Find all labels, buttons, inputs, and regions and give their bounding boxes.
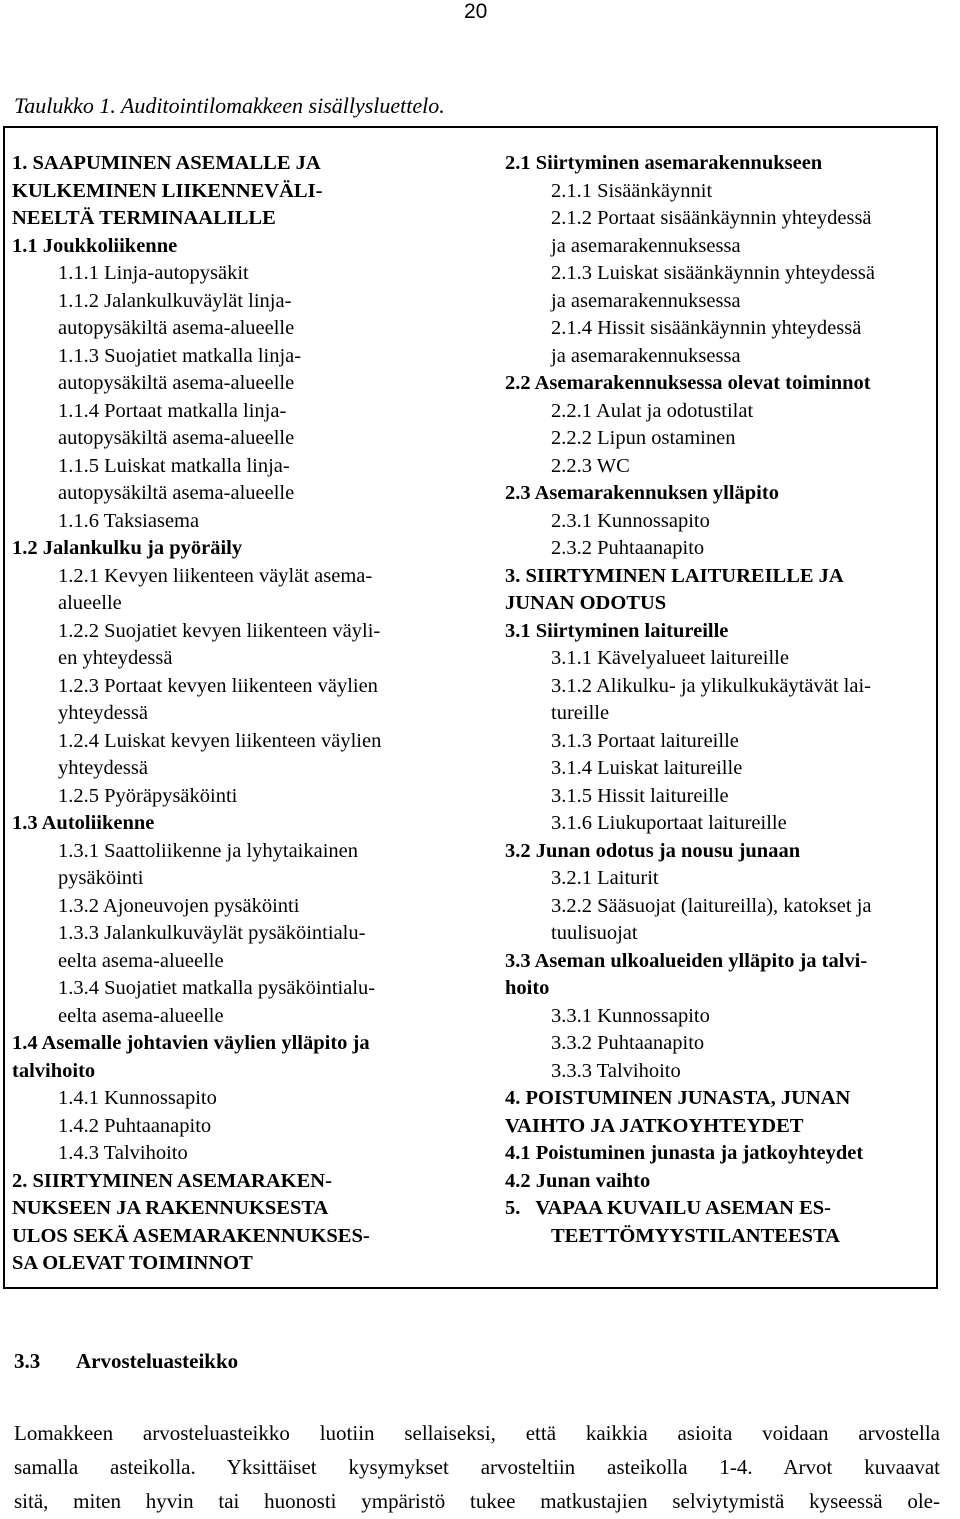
toc-entry: ja asemarakennuksessa <box>551 289 741 312</box>
toc-entry: 1.2.1 Kevyen liikenteen väylät asema- <box>58 564 373 587</box>
body-paragraph <box>14 1416 940 1518</box>
toc-entry: ULOS SEKÄ ASEMARAKENNUKSES- <box>12 1224 370 1247</box>
toc-entry: 4.1 Poistuminen junasta ja jatkoyhteydet <box>505 1142 864 1164</box>
toc-entry: 2.1.3 Luiskat sisäänkäynnin yhteydessä <box>551 262 875 284</box>
toc-entry: 1.3.4 Suojatiet matkalla pysäköintialu- <box>58 977 376 999</box>
toc-entry: ja asemarakennuksessa <box>551 234 741 257</box>
toc-entry: 1.4.2 Puhtaanapito <box>58 1114 212 1137</box>
paragraph-line: Lomakkeen arvosteluasteikko luotiin sellaiseksi, että kaikkia asioita voidaan arvostella <box>14 1421 940 1445</box>
toc-entry: 3.1.3 Portaat laitureille <box>551 729 739 752</box>
toc-entry: KULKEMINEN LIIKENNEVÄLI- <box>12 179 323 202</box>
toc-entry: 2. SIIRTYMINEN ASEMARAKEN- <box>12 1169 332 1192</box>
toc-entry: 1.1.5 Luiskat matkalla linja- <box>58 454 290 477</box>
toc-entry: tuulisuojat <box>551 922 638 944</box>
toc-entry: 1.2.2 Suojatiet kevyen liikenteen väyli- <box>58 619 381 642</box>
toc-entry: ja asemarakennuksessa <box>551 344 741 367</box>
toc-entry: yhteydessä <box>58 702 148 724</box>
toc-entry: 3.2 Junan odotus ja nousu junaan <box>505 839 801 862</box>
toc-entry: 4. POISTUMINEN JUNASTA, JUNAN <box>505 1087 851 1109</box>
toc-entry: 2.3.2 Puhtaanapito <box>551 537 705 559</box>
toc-entry: eelta asema-alueelle <box>58 949 224 972</box>
toc-entry: autopysäkiltä asema-alueelle <box>58 482 295 504</box>
toc-entry: 1.1.1 Linja-autopysäkit <box>58 262 249 284</box>
toc-entry: 3.3.3 Talvihoito <box>551 1059 681 1082</box>
toc-entry: 2.1 Siirtyminen asemarakennukseen <box>505 152 823 174</box>
toc-entry: 1.3.3 Jalankulkuväylät pysäköintialu- <box>58 922 366 944</box>
toc-entry: tureille <box>551 702 610 724</box>
toc-entry: 1.3.2 Ajoneuvojen pysäköinti <box>58 894 300 917</box>
toc-entry: en yhteydessä <box>58 647 173 669</box>
toc-entry: 1.2 Jalankulku ja pyöräily <box>12 537 243 559</box>
toc-entry: 2.1.4 Hissit sisäänkäynnin yhteydessä <box>551 317 862 339</box>
toc-entry: autopysäkiltä asema-alueelle <box>58 427 295 449</box>
toc-entry: 1.2.3 Portaat kevyen liikenteen väylien <box>58 674 378 697</box>
toc-entry: 3.2.2 Sääsuojat (laitureilla), katokset ja <box>551 894 872 917</box>
toc-left-column <box>12 150 482 1278</box>
toc-entry: 3.3.2 Puhtaanapito <box>551 1032 705 1054</box>
toc-entry: 3. SIIRTYMINEN LAITUREILLE JA <box>505 564 844 587</box>
toc-entry: 2.2.2 Lipun ostaminen <box>551 427 736 449</box>
toc-right-column <box>505 150 935 1250</box>
section-heading <box>14 1349 238 1374</box>
toc-entry: 4.2 Junan vaihto <box>505 1169 651 1192</box>
toc-entry: 2.1.1 Sisäänkäynnit <box>551 179 713 202</box>
toc-entry: 3.1.1 Kävelyalueet laitureille <box>551 647 789 669</box>
toc-entry: VAIHTO JA JATKOYHTEYDET <box>505 1114 804 1137</box>
toc-entry: 3.3 Aseman ulkoalueiden ylläpito ja talvi- <box>505 949 868 972</box>
paragraph-line: samalla asteikolla. Yksittäiset kysymykset arvosteltiin asteikolla 1-4. Arvot kuvaavat <box>14 1455 940 1479</box>
toc-entry: 2.1.2 Portaat sisäänkäynnin yhteydessä <box>551 207 872 229</box>
toc-entry: 1. SAAPUMINEN ASEMALLE JA <box>12 152 321 174</box>
toc-entry: eelta asema-alueelle <box>58 1004 224 1027</box>
toc-entry: 1.4 Asemalle johtavien väylien ylläpito ja <box>12 1032 370 1054</box>
toc-entry: 3.1.2 Alikulku- ja ylikulkukäytävät lai- <box>551 674 871 697</box>
toc-entry: 5. VAPAA KUVAILU ASEMAN ES- <box>505 1197 831 1219</box>
toc-entry: 1.1 Joukkoliikenne <box>12 234 178 257</box>
toc-entry: 1.1.4 Portaat matkalla linja- <box>58 399 287 422</box>
toc-entry: 1.2.4 Luiskat kevyen liikenteen väylien <box>58 729 382 752</box>
toc-entry: 3.1.4 Luiskat laitureille <box>551 757 743 779</box>
toc-entry: JUNAN ODOTUS <box>505 592 667 614</box>
toc-entry: 1.4.3 Talvihoito <box>58 1142 188 1164</box>
toc-entry: 3.1 Siirtyminen laitureille <box>505 619 729 642</box>
toc-entry: 1.1.2 Jalankulkuväylät linja- <box>58 289 292 312</box>
toc-entry: 1.3.1 Saattoliikenne ja lyhytaikainen <box>58 839 359 862</box>
toc-entry: 1.1.6 Taksiasema <box>58 509 200 532</box>
toc-entry: 1.2.5 Pyöräpysäköinti <box>58 784 238 807</box>
toc-entry: 3.2.1 Laiturit <box>551 867 659 889</box>
toc-entry: 3.1.6 Liukuportaat laitureille <box>551 812 787 834</box>
toc-entry: 2.2.1 Aulat ja odotustilat <box>551 399 754 422</box>
toc-entry: yhteydessä <box>58 757 148 779</box>
toc-entry: 1.4.1 Kunnossapito <box>58 1087 217 1109</box>
toc-entry: SA OLEVAT TOIMINNOT <box>12 1252 253 1274</box>
table-caption: Taulukko 1. Auditointilomakkeen sisällysluettelo. <box>14 93 445 118</box>
toc-entry: hoito <box>505 977 550 999</box>
toc-entry: autopysäkiltä asema-alueelle <box>58 372 295 394</box>
toc-entry: autopysäkiltä asema-alueelle <box>58 317 295 339</box>
toc-entry: TEETTÖMYYSTILANTEESTA <box>551 1224 840 1247</box>
page-number: 20 <box>464 0 488 23</box>
toc-entry: NUKSEEN JA RAKENNUKSESTA <box>12 1197 329 1219</box>
toc-entry: alueelle <box>58 592 122 614</box>
toc-entry: 2.3.1 Kunnossapito <box>551 509 710 532</box>
table-of-contents <box>3 126 938 1289</box>
toc-entry: 3.3.1 Kunnossapito <box>551 1004 710 1027</box>
paragraph-line: sitä, miten hyvin tai huonosti ympäristö tukee matkustajien selviytymistä kyseessä ole- <box>14 1489 940 1513</box>
toc-entry: 2.2 Asemarakennuksessa olevat toiminnot <box>505 372 871 394</box>
toc-entry: 3.1.5 Hissit laitureille <box>551 784 729 807</box>
toc-entry: NEELTÄ TERMINAALILLE <box>12 207 276 229</box>
toc-entry: 1.3 Autoliikenne <box>12 812 155 834</box>
toc-entry: talvihoito <box>12 1059 96 1082</box>
toc-entry: 2.3 Asemarakennuksen ylläpito <box>505 482 779 504</box>
toc-entry: pysäköinti <box>58 867 144 889</box>
toc-entry: 1.1.3 Suojatiet matkalla linja- <box>58 344 302 367</box>
toc-entry: 2.2.3 WC <box>551 454 630 477</box>
section-title: Arvosteluasteikko <box>76 1349 239 1373</box>
section-number: 3.3 <box>14 1349 41 1373</box>
